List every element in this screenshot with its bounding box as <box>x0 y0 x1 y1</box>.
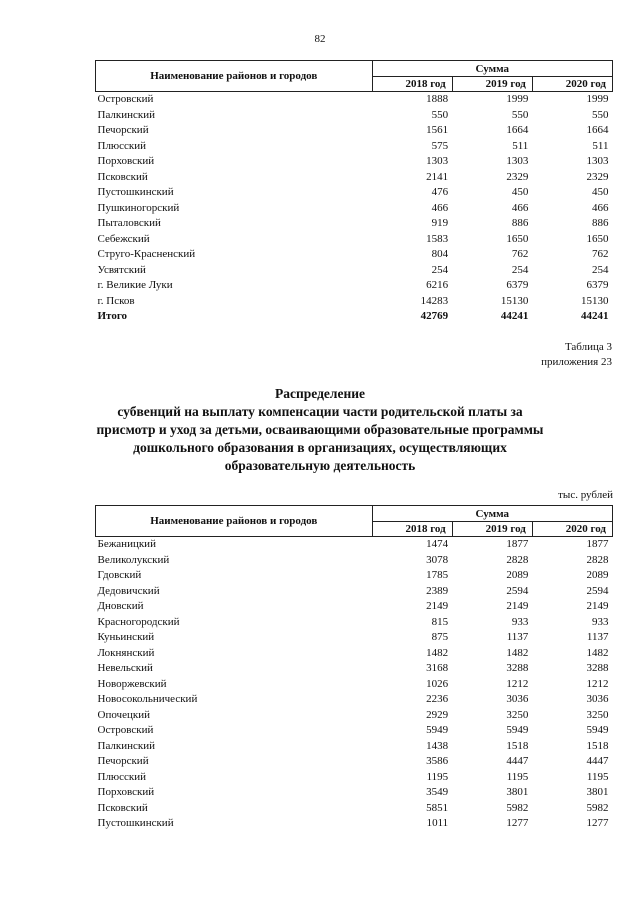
value-2019-cell: 762 <box>511 248 529 260</box>
district-name-cell: Пустошкинский <box>97 817 174 829</box>
table-row <box>96 816 613 832</box>
value-2020-cell: 450 <box>592 186 609 198</box>
table-row <box>96 154 613 170</box>
table-row <box>96 185 613 201</box>
value-2019-cell: 466 <box>511 201 529 214</box>
heading-line: субвенций на выплату компенсации части родительской платы за <box>117 404 523 419</box>
table-row <box>96 723 613 739</box>
value-2019-cell: 1650 <box>506 232 529 245</box>
district-name-cell: г. Великие Луки <box>97 279 173 291</box>
table-row <box>96 216 613 232</box>
value-2018-cell: 1474 <box>426 538 449 550</box>
table-row <box>96 708 613 724</box>
value-2020-cell: 933 <box>592 615 609 628</box>
district-name-cell: Куньинский <box>97 631 155 643</box>
value-2019-cell: 3801 <box>506 786 529 798</box>
district-name-cell: Опочецкий <box>97 708 150 721</box>
table-row <box>96 770 613 786</box>
value-2018-cell: 6216 <box>426 279 449 291</box>
value-2018-cell: 466 <box>431 201 449 214</box>
value-2019-cell: 2089 <box>506 569 529 581</box>
table-row <box>96 537 613 553</box>
district-name-cell: Печорский <box>97 124 149 136</box>
value-2018-cell: 815 <box>431 615 449 628</box>
table-row <box>96 661 613 677</box>
value-2018-cell: 5949 <box>426 724 449 736</box>
district-name-cell: Плюсский <box>97 770 147 783</box>
column-header-name: Наименование районов и городов <box>96 506 373 537</box>
value-2019-cell: 1137 <box>506 631 529 643</box>
heading-line: образовательную деятельность <box>224 458 416 473</box>
value-2020-cell: 2828 <box>586 553 609 566</box>
table-row <box>96 615 613 631</box>
value-2019-cell: 1277 <box>506 817 529 829</box>
value-2019-cell: 6379 <box>506 279 529 291</box>
value-2020-cell: 1482 <box>586 646 609 659</box>
district-name-cell: Итого <box>97 310 128 322</box>
table-caption <box>541 340 612 370</box>
value-2020-cell: 1999 <box>586 93 609 105</box>
value-2019-cell: 2149 <box>506 600 529 612</box>
value-2019-cell: 254 <box>511 263 529 276</box>
table-row <box>96 677 613 693</box>
value-2020-cell: 1664 <box>586 124 609 136</box>
column-header-2019: 2019 год <box>452 77 532 92</box>
value-2020-cell: 1195 <box>586 770 609 783</box>
column-header-2018: 2018 год <box>372 77 452 92</box>
value-2018-cell: 919 <box>431 217 449 229</box>
value-2018-cell: 875 <box>431 631 449 643</box>
value-2020-cell: 1650 <box>586 232 609 245</box>
value-2019-cell: 511 <box>512 139 529 152</box>
column-header-sum: Сумма <box>372 61 612 77</box>
value-2020-cell: 1877 <box>586 538 609 550</box>
district-name-cell: Гдовский <box>97 569 142 581</box>
value-2019-cell: 2828 <box>506 553 529 566</box>
table-row <box>96 278 613 294</box>
value-2019-cell: 5982 <box>506 801 529 814</box>
value-2019-cell: 886 <box>511 217 529 229</box>
district-name-cell: Псковский <box>97 170 148 183</box>
district-name-cell: Палкинский <box>97 739 156 752</box>
section-heading <box>60 385 580 475</box>
column-header-2018: 2018 год <box>372 522 452 537</box>
district-name-cell: Пыталовский <box>97 217 161 229</box>
value-2019-cell: 1482 <box>506 646 529 659</box>
district-name-cell: Красногородский <box>97 615 180 628</box>
value-2019-cell: 550 <box>511 108 529 121</box>
value-2019-cell: 1303 <box>506 155 529 167</box>
value-2020-cell: 1303 <box>586 155 609 167</box>
table-row <box>96 568 613 584</box>
value-2018-cell: 1026 <box>426 677 449 690</box>
value-2018-cell: 804 <box>431 248 449 260</box>
table-row <box>96 646 613 662</box>
district-name-cell: Палкинский <box>97 108 156 121</box>
value-2018-cell: 3549 <box>426 786 449 798</box>
value-2019-cell: 4447 <box>506 755 529 767</box>
value-2018-cell: 2149 <box>426 600 449 612</box>
district-name-cell: Дедовичский <box>97 584 160 597</box>
value-2019-cell: 933 <box>511 615 529 628</box>
value-2020-cell: 6379 <box>586 279 609 291</box>
district-name-cell: Печорский <box>97 755 149 767</box>
column-header-2020: 2020 год <box>532 522 612 537</box>
value-2019-cell: 1877 <box>506 538 529 550</box>
table-row <box>96 92 613 108</box>
table-row <box>96 553 613 569</box>
value-2018-cell: 3078 <box>426 553 449 566</box>
district-name-cell: Дновский <box>97 600 144 612</box>
column-header-2020: 2020 год <box>532 77 612 92</box>
table-row <box>96 123 613 139</box>
table-row <box>96 785 613 801</box>
value-2020-cell: 1518 <box>586 739 609 752</box>
value-2020-cell: 5982 <box>586 801 609 814</box>
district-name-cell: Струго-Красненский <box>97 248 196 260</box>
value-2019-cell: 1664 <box>506 124 529 136</box>
value-2020-cell: 2089 <box>586 569 609 581</box>
value-2018-cell: 1303 <box>426 155 449 167</box>
value-2020-cell: 2594 <box>586 584 609 597</box>
units-label: тыс. рублей <box>558 489 613 501</box>
value-2020-cell: 1212 <box>586 677 609 690</box>
value-2020-cell: 886 <box>592 217 609 229</box>
value-2019-cell: 1212 <box>506 677 529 690</box>
value-2018-cell: 254 <box>431 263 449 276</box>
value-2019-cell: 1999 <box>506 93 529 105</box>
value-2020-cell: 15130 <box>581 294 609 307</box>
district-name-cell: Островский <box>97 724 154 736</box>
value-2019-cell: 44241 <box>500 310 529 322</box>
value-2019-cell: 5949 <box>506 724 529 736</box>
district-name-cell: Пустошкинский <box>97 186 174 198</box>
value-2019-cell: 1195 <box>506 770 529 783</box>
value-2020-cell: 44241 <box>581 310 609 322</box>
value-2018-cell: 1195 <box>426 770 449 783</box>
table-caption-appendix: приложения 23 <box>541 356 612 368</box>
value-2019-cell: 2594 <box>506 584 529 597</box>
district-name-cell: Новоржевский <box>97 677 167 690</box>
value-2019-cell: 3250 <box>506 708 529 721</box>
compensation-subsidy-table <box>95 505 613 832</box>
value-2018-cell: 1583 <box>426 232 449 245</box>
column-header-name: Наименование районов и городов <box>96 61 373 92</box>
value-2018-cell: 5851 <box>426 801 449 814</box>
value-2019-cell: 15130 <box>500 294 529 307</box>
value-2018-cell: 1561 <box>426 124 449 136</box>
value-2020-cell: 5949 <box>586 724 609 736</box>
value-2018-cell: 3586 <box>426 755 449 767</box>
table-row <box>96 801 613 817</box>
value-2020-cell: 254 <box>592 263 609 276</box>
value-2018-cell: 550 <box>431 108 449 121</box>
district-name-cell: Локнянский <box>97 646 155 659</box>
value-2020-cell: 1137 <box>586 631 609 643</box>
value-2018-cell: 575 <box>431 139 449 152</box>
district-name-cell: Порховский <box>97 155 155 167</box>
value-2020-cell: 3288 <box>586 662 609 674</box>
value-2020-cell: 2329 <box>586 170 609 183</box>
district-name-cell: Псковский <box>97 801 148 814</box>
value-2019-cell: 2329 <box>506 170 529 183</box>
table-row <box>96 263 613 279</box>
table-row <box>96 692 613 708</box>
value-2018-cell: 1438 <box>426 739 449 752</box>
total-row <box>96 309 613 325</box>
heading-line: присмотр и уход за детьми, осваивающими образовательные программы <box>96 422 544 437</box>
value-2018-cell: 1482 <box>426 646 449 659</box>
value-2020-cell: 2149 <box>586 600 609 612</box>
value-2020-cell: 550 <box>592 108 609 121</box>
value-2020-cell: 3801 <box>586 786 609 798</box>
value-2018-cell: 42769 <box>420 310 449 322</box>
table-row <box>96 630 613 646</box>
value-2018-cell: 1888 <box>426 93 449 105</box>
value-2018-cell: 2236 <box>426 693 449 705</box>
column-header-sum: Сумма <box>372 506 612 522</box>
district-name-cell: Островский <box>97 93 154 105</box>
value-2019-cell: 3288 <box>506 662 529 674</box>
table-row <box>96 170 613 186</box>
value-2020-cell: 1277 <box>586 817 609 829</box>
district-name-cell: г. Псков <box>97 294 135 307</box>
district-name-cell: Новосокольнический <box>97 693 198 705</box>
table-row <box>96 584 613 600</box>
subsidy-table-continued <box>95 60 613 325</box>
value-2019-cell: 450 <box>511 186 529 198</box>
value-2018-cell: 2389 <box>426 584 449 597</box>
page-number: 82 <box>314 33 326 45</box>
district-name-cell: Порховский <box>97 786 155 798</box>
value-2018-cell: 2141 <box>426 170 449 183</box>
value-2018-cell: 1785 <box>426 569 449 581</box>
heading-line: дошкольного образования в организациях, осуществляющих <box>133 440 507 455</box>
district-name-cell: Великолукский <box>97 553 170 566</box>
district-name-cell: Себежский <box>97 232 150 245</box>
value-2018-cell: 14283 <box>420 294 449 307</box>
district-name-cell: Бежаницкий <box>97 538 156 550</box>
value-2018-cell: 3168 <box>426 662 449 674</box>
value-2020-cell: 762 <box>592 248 609 260</box>
district-name-cell: Невельский <box>97 662 153 674</box>
district-name-cell: Пушкиногорский <box>97 201 180 214</box>
table-row <box>96 232 613 248</box>
table-row <box>96 108 613 124</box>
value-2018-cell: 2929 <box>426 708 449 721</box>
table-row <box>96 201 613 217</box>
value-2018-cell: 1011 <box>426 817 449 829</box>
table-row <box>96 739 613 755</box>
value-2020-cell: 3036 <box>586 693 609 705</box>
table-caption-number: Таблица 3 <box>564 341 612 353</box>
value-2018-cell: 476 <box>431 186 449 198</box>
heading-line: Распределение <box>274 386 366 401</box>
table-row <box>96 294 613 310</box>
value-2020-cell: 511 <box>592 139 609 152</box>
table-row <box>96 247 613 263</box>
value-2020-cell: 4447 <box>586 755 609 767</box>
district-name-cell: Плюсский <box>97 139 147 152</box>
value-2020-cell: 3250 <box>586 708 609 721</box>
table-row <box>96 754 613 770</box>
district-name-cell: Усвятский <box>97 263 146 276</box>
table-row <box>96 139 613 155</box>
value-2019-cell: 1518 <box>506 739 529 752</box>
value-2019-cell: 3036 <box>506 693 529 705</box>
value-2020-cell: 466 <box>592 201 609 214</box>
column-header-2019: 2019 год <box>452 522 532 537</box>
table-row <box>96 599 613 615</box>
